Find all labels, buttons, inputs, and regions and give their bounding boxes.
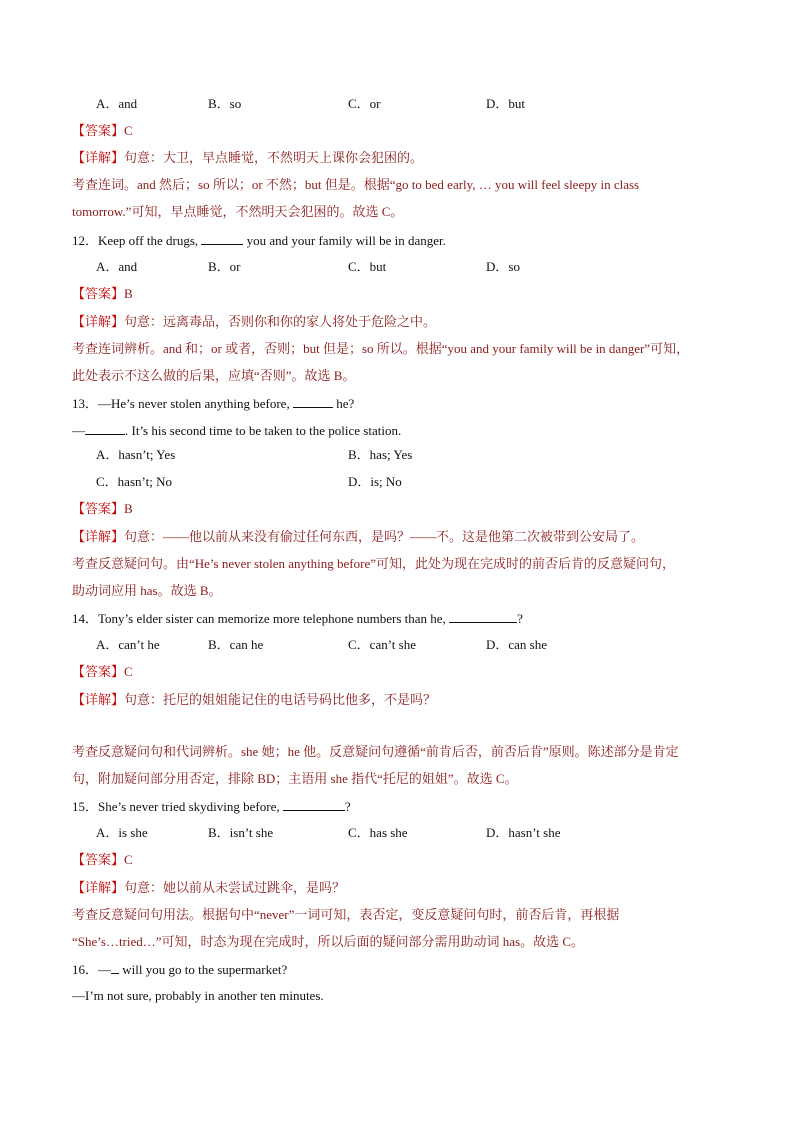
q13-option-a: A．hasn’t; Yes (96, 447, 176, 462)
q14-option-d: D．can she (486, 637, 548, 652)
q14-option-a: A．can’t he (96, 637, 160, 652)
answer-tag: 【答案】 (72, 286, 125, 301)
q15-meaning (72, 879, 724, 897)
q14-analysis-line2: 句，附加疑问部分用否定，排除 BD；主语用 she 指代“托尼的姐姐”。故选 C。 (72, 771, 518, 786)
q12-stem-part2: you and your family will be in danger. (243, 233, 446, 248)
answer-value: B (124, 501, 133, 516)
q12-analysis-line2: 此处表示不这么做的后果，应填“否则”。故选 B。 (72, 368, 356, 383)
detail-tag: 【详解】 (72, 880, 125, 895)
meaning-text: 句意：她以前从未尝试过跳伞，是吗？ (124, 880, 346, 895)
q12-option-d: D．so (486, 259, 520, 274)
q15-option-d: D．hasn’t she (486, 825, 561, 840)
q15-blank (283, 797, 345, 811)
q12-option-b: B．or (208, 259, 241, 274)
q11-meaning (72, 149, 724, 167)
detail-tag: 【详解】 (72, 314, 125, 329)
q13-stem-response (72, 421, 724, 440)
detail-tag: 【详解】 (72, 529, 125, 544)
q16-stem (72, 960, 724, 979)
answer-tag: 【答案】 (72, 852, 125, 867)
q16-response: —I’m not sure, probably in another ten minutes. (72, 988, 324, 1003)
q12-meaning (72, 313, 724, 331)
q13-stem-part1: 13．—He’s never stolen anything before, (72, 396, 293, 411)
meaning-text: 句意：远离毒品，否则你和你的家人将处于危险之中。 (124, 314, 437, 329)
q13-answer (72, 500, 724, 518)
meaning-text: 句意：——他以前从来没有偷过任何东西，是吗？——不。这是他第二次被带到公安局了。 (124, 529, 645, 544)
q15-option-a: A．is she (96, 825, 148, 840)
q11-option-a: A．and (96, 96, 138, 111)
q12-blank (201, 231, 243, 245)
q15-analysis-line1: 考查反意疑问句用法。根据句中“never”一词可知，表否定，变反意疑问句时，前否后肯，再根据 (72, 907, 620, 922)
q12-stem-part1: 12．Keep off the drugs, (72, 233, 202, 248)
q11-answer (72, 122, 724, 140)
q15-option-b: B．isn’t she (208, 825, 274, 840)
q12-analysis-line1: 考查连词辨析。and 和；or 或者，否则；but 但是；so 所以。根据“you and your family will be in danger”可知， (72, 341, 690, 356)
answer-tag: 【答案】 (72, 501, 125, 516)
q16-stem-part2: will you go to the supermarket? (119, 962, 288, 977)
q15-stem-part2: ? (344, 799, 351, 814)
detail-tag: 【详解】 (72, 150, 125, 165)
q15-analysis-line2: “She’s…tried…”可知，时态为现在完成时，所以后面的疑问部分需用助动词 has。故选 C。 (72, 934, 585, 949)
q16-stem-part1: 16．— (72, 962, 112, 977)
q15-option-c: C．has she (348, 825, 408, 840)
q14-stem (72, 609, 724, 628)
q14-option-b: B．can he (208, 637, 264, 652)
q13-analysis-line1: 考查反意疑问句。由“He’s never stolen anything before”可知，此处为现在完成时的前否后肯的反意疑问句， (72, 556, 675, 571)
q11-analysis-line1: 考查连词。and 然后；so 所以；or 不然；but 但是。根据“go to bed early, … you will feel sleepy in class (72, 177, 640, 192)
q11-analysis-line2: tomorrow.”可知，早点睡觉，不然明天会犯困的。故选 C。 (72, 204, 404, 219)
q11-option-b: B．so (208, 96, 242, 111)
meaning-text: 句意：大卫，早点睡觉，不然明天上课你会犯困的。 (124, 150, 424, 165)
q13-option-c: C．hasn’t; No (96, 474, 172, 489)
q12-stem (72, 231, 724, 250)
q13-stem2-part2: . It’s his second time to be taken to the police station. (125, 423, 402, 438)
q14-option-c: C．can’t she (348, 637, 416, 652)
answer-value: C (124, 123, 133, 138)
q13-stem (72, 394, 724, 413)
answer-tag: 【答案】 (72, 123, 125, 138)
meaning-text: 句意：托尼的姐姐能记住的电话号码比他多，不是吗？ (124, 692, 437, 707)
answer-tag: 【答案】 (72, 664, 125, 679)
q15-answer (72, 851, 724, 869)
q15-stem (72, 797, 724, 816)
q11-option-c: C．or (348, 96, 381, 111)
q13-stem2-part1: — (72, 423, 85, 438)
q13-analysis-line2: 助动词应用 has。故选 B。 (72, 583, 222, 598)
answer-value: C (124, 664, 133, 679)
q13-stem-part2: he? (332, 396, 355, 411)
answer-value: C (124, 852, 133, 867)
q14-analysis-line1: 考查反意疑问句和代词辨析。she 她；he 他。反意疑问句遵循“前肯后否，前否后肯”原则。陈述部分是肯定 (72, 744, 679, 759)
q15-stem-part1: 15．She’s never tried skydiving before, (72, 799, 283, 814)
q12-option-a: A．and (96, 259, 138, 274)
q13-blank-1 (293, 394, 333, 408)
q14-answer (72, 663, 724, 681)
q14-blank (449, 609, 517, 623)
q14-meaning (72, 691, 724, 709)
q13-meaning (72, 528, 724, 546)
q13-option-b: B．has; Yes (348, 447, 413, 462)
q11-option-d: D．but (486, 96, 526, 111)
q12-answer (72, 285, 724, 303)
detail-tag: 【详解】 (72, 692, 125, 707)
q13-option-d: D．is; No (348, 474, 402, 489)
answer-value: B (124, 286, 133, 301)
q13-blank-2 (85, 421, 125, 435)
q14-stem-part2: ? (517, 611, 523, 626)
q14-stem-part1: 14．Tony’s elder sister can memorize more telephone numbers than he, (72, 611, 450, 626)
q16-blank (111, 960, 119, 974)
q12-option-c: C．but (348, 259, 387, 274)
